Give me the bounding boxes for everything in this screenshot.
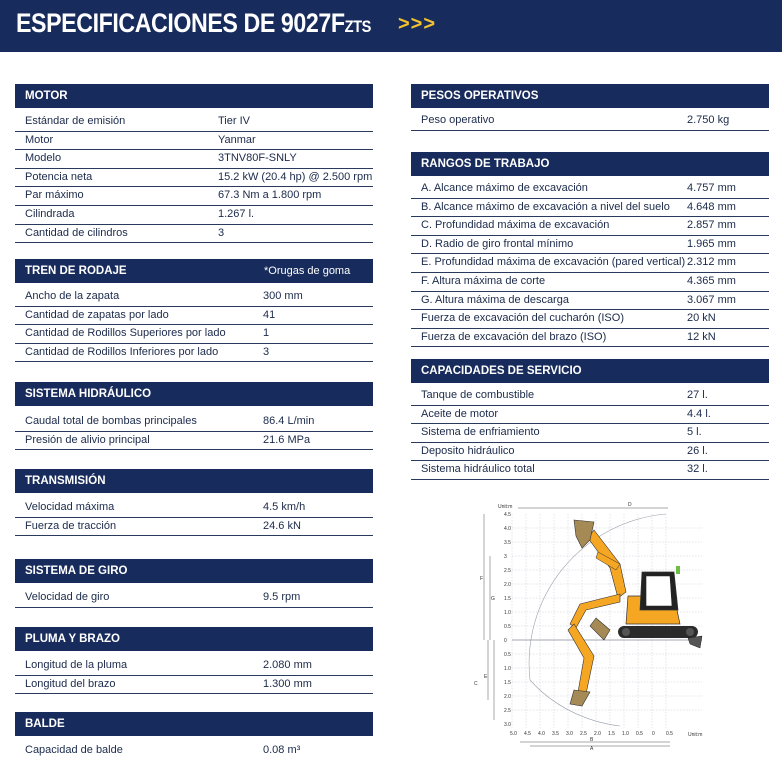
spec-value: 41 — [263, 308, 276, 321]
spec-label: Deposito hidráulico — [421, 444, 515, 457]
spec-row — [15, 657, 373, 676]
spec-label: Sistema de enfriamiento — [421, 426, 540, 439]
section-rangos-de-trabajo — [411, 152, 769, 347]
spec-value: 20 kN — [687, 312, 716, 325]
spec-row — [15, 344, 373, 363]
spec-label: Sistema hidráulico total — [421, 463, 535, 476]
spec-row — [411, 461, 769, 480]
spec-label: Aceite de motor — [421, 407, 499, 420]
svg-text:1.5: 1.5 — [504, 680, 511, 686]
spec-value: 4.648 mm — [687, 200, 736, 213]
spec-value: 4.5 km/h — [263, 501, 306, 513]
svg-text:2.0: 2.0 — [504, 582, 511, 588]
svg-text:2.0: 2.0 — [504, 694, 511, 700]
spec-row — [15, 225, 373, 244]
svg-text:0.5: 0.5 — [666, 731, 673, 737]
spec-label: B. Alcance máximo de excavación a nivel del suelo — [421, 200, 670, 213]
section-title: PLUMA Y BRAZO — [15, 627, 373, 651]
excavator-body — [618, 566, 702, 648]
spec-row — [15, 413, 373, 432]
spec-row — [15, 187, 373, 206]
unit-label-right: Unit:m — [688, 732, 703, 738]
spec-value: 4.757 mm — [687, 182, 736, 194]
spec-label: Tanque de combustible — [421, 389, 535, 401]
title-banner — [0, 0, 782, 52]
spec-value: 3 — [263, 345, 270, 358]
section-title: PESOS OPERATIVOS — [411, 84, 769, 108]
section-motor — [15, 84, 373, 243]
svg-text:A: A — [590, 746, 594, 750]
page-title: ESPECIFICACIONES DE 9027FZTS — [16, 8, 371, 38]
spec-row — [411, 387, 769, 406]
section-capacidades-de-servicio — [411, 359, 769, 480]
spec-row — [411, 424, 769, 443]
svg-text:5.0: 5.0 — [510, 731, 517, 737]
spec-row — [15, 518, 373, 537]
spec-value: 1 — [263, 327, 270, 340]
spec-row — [15, 307, 373, 326]
svg-text:0: 0 — [652, 731, 655, 737]
svg-text:4.0: 4.0 — [504, 526, 511, 532]
spec-label: Cantidad de Rodillos Inferiores por lado — [25, 345, 219, 358]
svg-text:0.5: 0.5 — [636, 731, 643, 737]
spec-row — [15, 169, 373, 188]
section-sistema-hidraulico — [15, 382, 373, 450]
spec-value: 3.067 mm — [687, 293, 736, 306]
spec-row — [411, 406, 769, 425]
spec-value: 12 kN — [687, 330, 716, 343]
spec-label: Fuerza de excavación del cucharón (ISO) — [421, 312, 624, 325]
spec-value: 2.312 mm — [687, 256, 736, 269]
spec-row — [411, 199, 769, 218]
spec-label: Potencia neta — [25, 170, 93, 183]
section-title: BALDE — [15, 712, 373, 736]
spec-value: 1.965 mm — [687, 237, 736, 250]
spec-label: Cantidad de cilindros — [25, 226, 128, 239]
section-sistema-de-giro — [15, 559, 373, 608]
track-type-note: *Orugas de goma — [264, 265, 351, 277]
spec-value: 15.2 kW (20.4 hp) @ 2.500 rpm — [218, 170, 373, 183]
spec-label: G. Altura máxima de descarga — [421, 293, 569, 306]
svg-text:0.5: 0.5 — [504, 652, 511, 658]
spec-row — [411, 217, 769, 236]
svg-text:2.5: 2.5 — [504, 568, 511, 574]
section-pluma-y-brazo — [15, 627, 373, 694]
svg-text:3: 3 — [504, 554, 507, 560]
section-balde — [15, 712, 373, 760]
spec-value: 1.300 mm — [263, 677, 312, 690]
spec-value: 300 mm — [263, 290, 303, 302]
section-title: SISTEMA DE GIRO — [15, 559, 373, 583]
svg-text:C: C — [474, 681, 478, 687]
svg-text:4.5: 4.5 — [524, 731, 531, 737]
svg-text:0.5: 0.5 — [504, 624, 511, 630]
spec-label: F. Altura máxima de corte — [421, 274, 546, 287]
svg-text:2.5: 2.5 — [580, 731, 587, 737]
spec-label: D. Radio de giro frontal mínimo — [421, 237, 574, 250]
spec-value: 24.6 kN — [263, 519, 301, 532]
spec-value: 27 l. — [687, 389, 708, 401]
spec-label: Cilindrada — [25, 207, 75, 220]
balde-rows — [15, 742, 373, 760]
svg-text:3.0: 3.0 — [566, 731, 573, 737]
svg-text:F: F — [480, 576, 484, 582]
spec-row — [411, 292, 769, 311]
spec-value: 2.080 mm — [263, 659, 312, 671]
spec-row — [15, 432, 373, 451]
svg-text:4.0: 4.0 — [538, 731, 545, 737]
svg-text:2.5: 2.5 — [504, 708, 511, 714]
spec-value: 3TNV80F-SNLY — [218, 152, 297, 165]
section-title: SISTEMA HIDRÁULICO — [15, 382, 373, 406]
svg-text:B: B — [590, 737, 594, 743]
svg-text:1.0: 1.0 — [622, 731, 629, 737]
section-transmision — [15, 469, 373, 536]
spec-value: 3 — [218, 226, 225, 239]
svg-text:1.5: 1.5 — [608, 731, 615, 737]
spec-label: Fuerza de excavación del brazo (ISO) — [421, 330, 607, 343]
spec-label: Estándar de emisión — [25, 115, 126, 127]
spec-label: Cantidad de Rodillos Superiores por lado — [25, 327, 226, 340]
spec-value: 2.750 kg — [687, 114, 730, 126]
spec-label: A. Alcance máximo de excavación — [421, 182, 588, 194]
svg-text:0: 0 — [504, 638, 507, 644]
section-title: CAPACIDADES DE SERVICIO — [411, 359, 769, 383]
spec-label: Cantidad de zapatas por lado — [25, 308, 169, 321]
spec-label: Longitud del brazo — [25, 677, 116, 690]
spec-row — [15, 113, 373, 132]
spec-value: 4.365 mm — [687, 274, 736, 287]
spec-row — [411, 180, 769, 199]
spec-row — [15, 132, 373, 151]
spec-value: 1.267 l. — [218, 207, 255, 220]
svg-text:3.5: 3.5 — [552, 731, 559, 737]
svg-text:3.0: 3.0 — [504, 722, 511, 728]
spec-value: Tier IV — [218, 115, 250, 127]
giro-rows — [15, 589, 373, 608]
spec-row — [15, 206, 373, 225]
spec-label: Velocidad de giro — [25, 591, 110, 603]
rangos-rows — [411, 180, 769, 347]
spec-row — [15, 499, 373, 518]
spec-value: 32 l. — [687, 463, 708, 476]
spec-row — [15, 325, 373, 344]
spec-label: Peso operativo — [421, 114, 495, 126]
spec-row — [411, 329, 769, 348]
section-title: TRANSMISIÓN — [15, 469, 373, 493]
svg-text:G: G — [491, 596, 495, 602]
spec-row — [411, 112, 769, 131]
unit-label-top: Unit:m — [498, 504, 513, 510]
spec-label: Velocidad máxima — [25, 501, 115, 513]
section-title: MOTOR — [15, 84, 373, 108]
working-range-diagram — [470, 500, 710, 750]
arrows-icon: >>> — [398, 13, 437, 35]
spec-value: 0.08 m³ — [263, 744, 301, 756]
svg-text:1.0: 1.0 — [504, 610, 511, 616]
pesos-rows — [411, 112, 769, 131]
spec-row — [15, 150, 373, 169]
svg-text:1.0: 1.0 — [504, 666, 511, 672]
spec-label: Fuerza de tracción — [25, 519, 117, 532]
spec-label: Motor — [25, 133, 54, 146]
spec-label: Caudal total de bombas principales — [25, 415, 197, 427]
excavator-digging — [568, 594, 620, 706]
section-pesos-operativos — [411, 84, 769, 131]
spec-value: 2.857 mm — [687, 219, 736, 232]
pluma-rows — [15, 657, 373, 694]
spec-label: Ancho de la zapata — [25, 290, 120, 302]
svg-text:4.5: 4.5 — [504, 512, 511, 518]
spec-value: Yanmar — [218, 133, 256, 146]
spec-label: C. Profundidad máxima de excavación — [421, 219, 610, 232]
transmision-rows — [15, 499, 373, 536]
y-tick-labels — [504, 512, 511, 728]
spec-value: 21.6 MPa — [263, 433, 311, 446]
spec-label: E. Profundidad máxima de excavación (pared vertical) — [421, 256, 686, 269]
hidraulico-rows — [15, 413, 373, 450]
capacidades-rows — [411, 387, 769, 480]
section-title: RANGOS DE TRABAJO — [411, 152, 769, 176]
beacon-icon — [676, 566, 680, 574]
spec-row — [411, 310, 769, 329]
tren-rows — [15, 288, 373, 362]
spec-row — [15, 589, 373, 608]
section-title: TREN DE RODAJE *Orugas de goma — [15, 259, 373, 283]
spec-row — [15, 676, 373, 695]
spec-value: 5 l. — [687, 426, 702, 439]
spec-value: 67.3 Nm a 1.800 rpm — [218, 189, 322, 202]
spec-value: 26 l. — [687, 444, 708, 457]
spec-label: Capacidad de balde — [25, 744, 123, 756]
svg-text:1.5: 1.5 — [504, 596, 511, 602]
spec-value: 4.4 l. — [687, 407, 711, 420]
spec-row — [15, 742, 373, 760]
svg-text:D: D — [628, 502, 632, 508]
svg-text:E: E — [484, 674, 488, 680]
model-suffix: ZTS — [344, 17, 371, 36]
spec-label: Presión de alivio principal — [25, 433, 150, 446]
spec-value: 86.4 L/min — [263, 415, 315, 427]
spec-row — [411, 254, 769, 273]
svg-text:3.5: 3.5 — [504, 540, 511, 546]
svg-text:2.0: 2.0 — [594, 731, 601, 737]
spec-row — [411, 443, 769, 462]
spec-value: 9.5 rpm — [263, 591, 301, 603]
spec-row — [411, 236, 769, 255]
spec-label: Longitud de la pluma — [25, 659, 128, 671]
spec-row — [15, 288, 373, 307]
section-tren-de-rodaje — [15, 259, 373, 362]
spec-label: Modelo — [25, 152, 62, 165]
motor-rows — [15, 113, 373, 243]
spec-row — [411, 273, 769, 292]
spec-label: Par máximo — [25, 189, 84, 202]
